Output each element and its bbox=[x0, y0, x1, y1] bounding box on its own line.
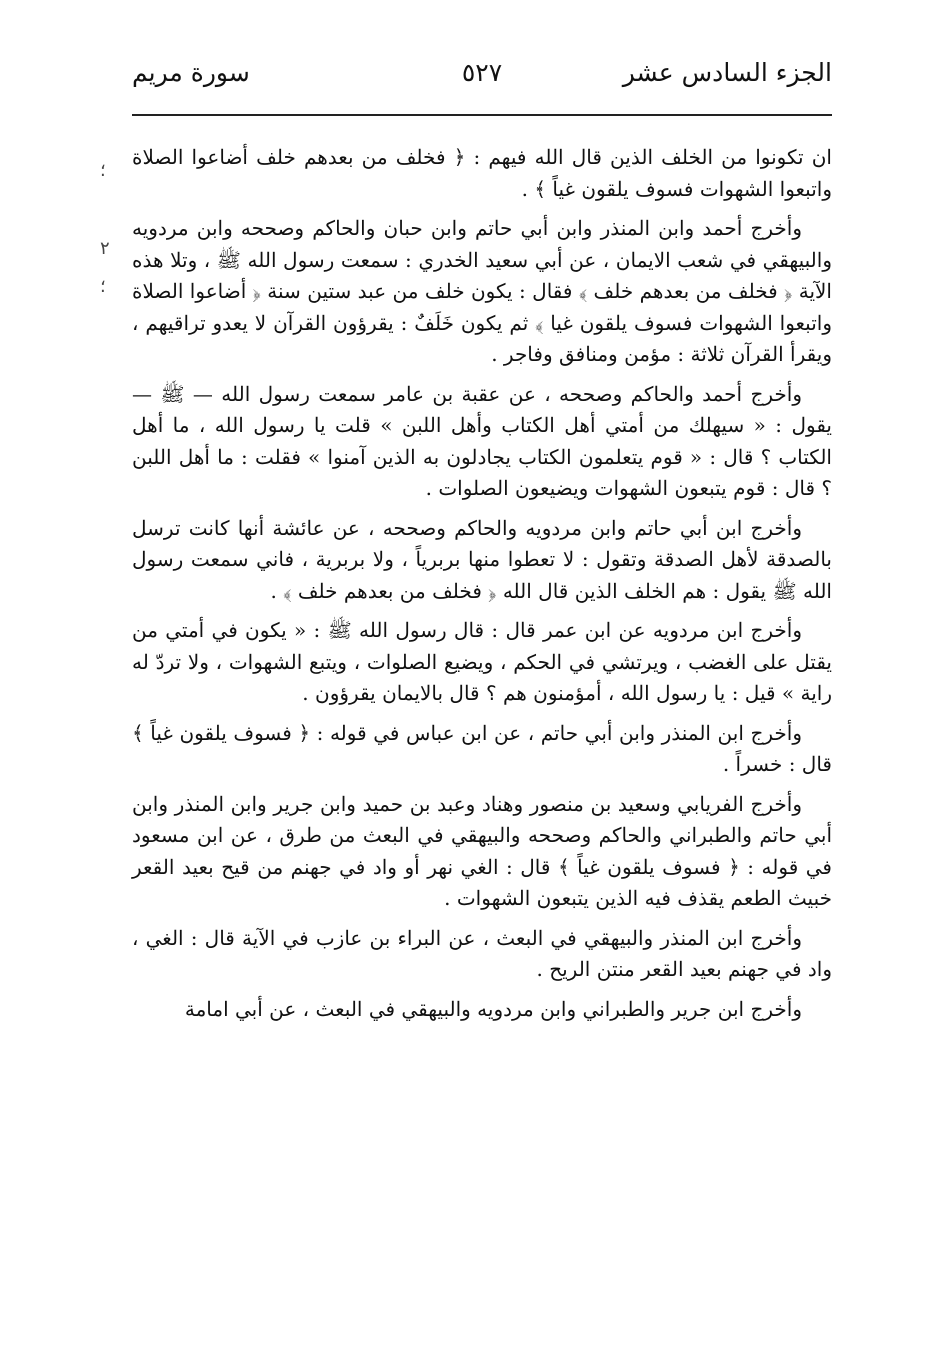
paragraph: وأخرج ابن جرير والطبراني وابن مردويه والبيهقي في البعث ، عن أبي امامة bbox=[184, 996, 802, 1021]
paragraph: وأخرج ابن المنذر وابن أبي حاتم ، عن ابن عباس في قوله : ﴿ فسوف يلقون غياً ﴾ قال : خسراً . bbox=[132, 720, 832, 776]
surah-title: سورة مريم bbox=[132, 58, 250, 87]
body-text bbox=[132, 142, 832, 1272]
page-header bbox=[132, 58, 832, 108]
paragraph: وأخرج ابن مردويه عن ابن عمر قال : قال رسول الله ﷺ : « يكون في أمتي من يقتل على الغضب ، ويرتشي في الحكم ، ويضيع الصلوات ، ويتبع الشهوات ، ولا تردّ له راية » قيل : يا رسول الله ، أمؤمنون هم ؟ قال بالايمان يقرؤون . bbox=[132, 618, 832, 705]
margin-mark: ؛ bbox=[100, 276, 106, 297]
paragraph: وأخرج ابن المنذر والبيهقي في البعث ، عن البراء بن عازب في الآية قال : الغي ، واد في جهنم بعيد القعر منتن الريح . bbox=[132, 925, 832, 981]
header-rule bbox=[132, 114, 832, 116]
margin-mark: ؛ bbox=[100, 160, 106, 181]
paragraph: وأخرج أحمد وابن المنذر وابن أبي حاتم وابن حبان والحاكم وصححه وابن مردويه والبيهقي في شعب الايمان ، عن أبي سعيد الخدري : سمعت رسول الله ﷺ ، وتلا هذه الآية ﴿ فخلف من بعدهم خلف ﴾ فقال : يكون خلف من عبد ستين سنة ﴿ أضاعوا الصلاة واتبعوا الشهوات فسوف يلقون غيا ﴾ ثم يكون خَلَفٌ : يقرؤون القرآن لا يعدو تراقيهم ، ويقرأ القرآن ثلاثة : مؤمن ومنافق وفاجر . bbox=[132, 216, 832, 366]
page-number: ٥٢٧ bbox=[461, 58, 503, 87]
part-title: الجزء السادس عشر bbox=[622, 58, 832, 87]
paragraph: ان تكونوا من الخلف الذين قال الله فيهم : ﴿ فخلف من بعدهم خلف أضاعوا الصلاة واتبعوا الشهوات فسوف يلقون غياً ﴾ . bbox=[132, 145, 832, 201]
margin-mark: ٢ bbox=[100, 238, 110, 259]
paragraph: وأخرج الفريابي وسعيد بن منصور وهناد وعبد بن حميد وابن جرير وابن المنذر وابن أبي حاتم والطبراني والحاكم وصححه والبيهقي في البعث من طرق ، عن ابن مسعود في قوله : ﴿ فسوف يلقون غياً ﴾ قال : الغي نهر أو واد في جهنم من قيح بعيد القعر خبيث الطعم يقذف فيه الذين يتبعون الشهوات . bbox=[132, 791, 832, 910]
paragraph: وأخرج أحمد والحاكم وصححه ، عن عقبة بن عامر سمعت رسول الله — ﷺ — يقول : « سيهلك من أمتي أهل الكتاب وأهل اللبن » قلت يا رسول الله ، ما أهل الكتاب ؟ قال : « قوم يتعلمون الكتاب يجادلون به الذين آمنوا » فقلت : ما أهل اللبن ؟ قال : قوم يتبعون الشهوات ويضيعون الصلوات . bbox=[132, 381, 832, 500]
paragraph: وأخرج ابن أبي حاتم وابن مردويه والحاكم وصححه ، عن عائشة أنها كانت ترسل بالصدقة لأهل الصدقة وتقول : لا تعطوا منها بربرياً ، ولا بربرية ، فاني سمعت رسول الله ﷺ يقول : هم الخلف الذين قال الله ﴿ فخلف من بعدهم خلف ﴾ . bbox=[132, 515, 832, 603]
